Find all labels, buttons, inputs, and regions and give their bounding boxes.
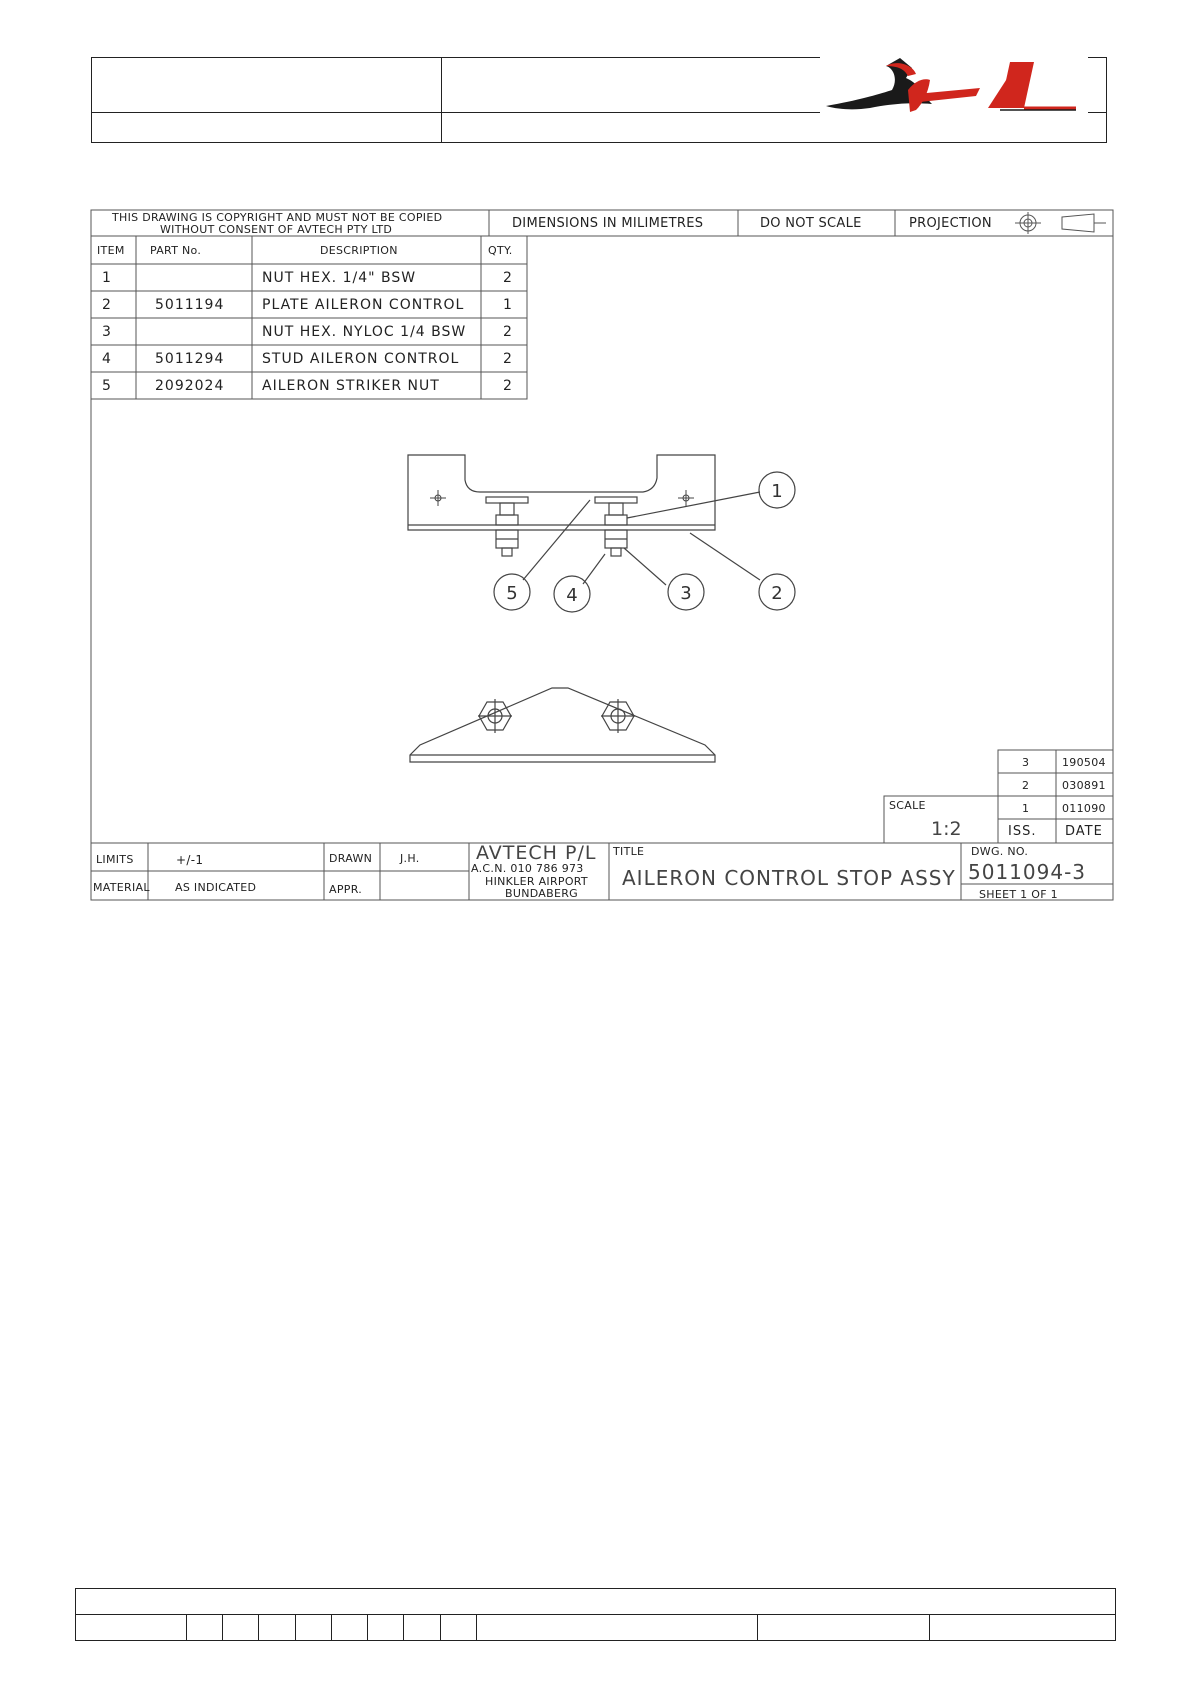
- rev-iss: 3: [1022, 756, 1030, 769]
- row-description: NUT HEX. NYLOC 1/4 BSW: [262, 324, 467, 340]
- row-qty: 2: [503, 378, 513, 394]
- limits-value: +/-1: [176, 853, 204, 867]
- company-name: AVTECH P/L: [476, 842, 597, 864]
- assembly-side-view: [408, 455, 795, 612]
- row-qty: 2: [503, 324, 513, 340]
- row-description: PLATE AILERON CONTROL: [262, 297, 465, 313]
- footer-cell-divider: [367, 1614, 368, 1641]
- rev-date: 011090: [1062, 802, 1106, 815]
- sheet-number: SHEET 1 OF 1: [979, 888, 1058, 901]
- row-item: 3: [102, 324, 112, 340]
- footer-cell-divider: [757, 1614, 758, 1641]
- row-item: 5: [102, 378, 112, 394]
- balloon-3: 3: [680, 583, 692, 604]
- row-item: 2: [102, 297, 112, 313]
- material-value: AS INDICATED: [175, 881, 257, 894]
- company-address-2: BUNDABERG: [505, 887, 578, 900]
- row-description: AILERON STRIKER NUT: [262, 378, 440, 394]
- dimensions-note: DIMENSIONS IN MILIMETRES: [512, 216, 704, 231]
- col-header-part-no: PART No.: [150, 244, 202, 257]
- copyright-line2: WITHOUT CONSENT OF AVTECH PTY LTD: [160, 223, 393, 236]
- footer-cell-divider: [222, 1614, 223, 1641]
- plate-plan-view: [410, 688, 715, 762]
- scale-value: 1:2: [931, 818, 962, 840]
- footer-divider-h: [75, 1614, 1116, 1615]
- row-qty: 2: [503, 270, 513, 286]
- row-description: NUT HEX. 1/4" BSW: [262, 270, 417, 286]
- col-header-qty: QTY.: [488, 244, 513, 257]
- projection-symbol: [1015, 212, 1106, 234]
- balloon-4: 4: [566, 585, 578, 606]
- drawn-value: J.H.: [400, 852, 420, 865]
- company-address-1: HINKLER AIRPORT: [485, 875, 588, 888]
- row-description: STUD AILERON CONTROL: [262, 351, 460, 367]
- rev-header-date: DATE: [1065, 824, 1103, 839]
- drawing-title: AILERON CONTROL STOP ASSY: [622, 866, 956, 890]
- footer-cell-divider: [476, 1614, 477, 1641]
- rev-iss: 2: [1022, 779, 1030, 792]
- row-item: 1: [102, 270, 112, 286]
- balloon-5: 5: [506, 583, 518, 604]
- rev-iss: 1: [1022, 802, 1030, 815]
- footer-cell-divider: [186, 1614, 187, 1641]
- row-item: 4: [102, 351, 112, 367]
- scale-label: SCALE: [889, 799, 926, 812]
- projection-label: PROJECTION: [909, 216, 992, 231]
- title-label: TITLE: [613, 845, 645, 858]
- balloon-labels: [506, 481, 782, 606]
- appr-label: APPR.: [329, 883, 363, 896]
- limits-label: LIMITS: [96, 853, 134, 866]
- footer-cell-divider: [331, 1614, 332, 1641]
- footer-cell-divider: [929, 1614, 930, 1641]
- balloon-2: 2: [771, 583, 783, 604]
- rev-header-iss: ISS.: [1008, 824, 1037, 839]
- copyright-line1: THIS DRAWING IS COPYRIGHT AND MUST NOT BE COPIED: [112, 211, 443, 224]
- col-header-description: DESCRIPTION: [320, 244, 398, 257]
- footer-cell-divider: [440, 1614, 441, 1641]
- drawing-number: 5011094-3: [968, 860, 1087, 884]
- footer-cell-divider: [258, 1614, 259, 1641]
- row-qty: 2: [503, 351, 513, 367]
- company-acn: A.C.N. 010 786 973: [471, 862, 584, 875]
- row-qty: 1: [503, 297, 513, 313]
- rev-date: 030891: [1062, 779, 1106, 792]
- footer-cell-divider: [403, 1614, 404, 1641]
- footer-cell-divider: [295, 1614, 296, 1641]
- col-header-item: ITEM: [97, 244, 125, 257]
- row-part-no: 2092024: [155, 378, 225, 394]
- drawn-label: DRAWN: [329, 852, 373, 865]
- balloon-1: 1: [771, 481, 783, 502]
- dwg-no-label: DWG. NO.: [971, 845, 1029, 858]
- do-not-scale-note: DO NOT SCALE: [760, 216, 862, 231]
- row-part-no: 5011194: [155, 297, 225, 313]
- material-label: MATERIAL: [93, 881, 150, 894]
- row-part-no: 5011294: [155, 351, 225, 367]
- rev-date: 190504: [1062, 756, 1106, 769]
